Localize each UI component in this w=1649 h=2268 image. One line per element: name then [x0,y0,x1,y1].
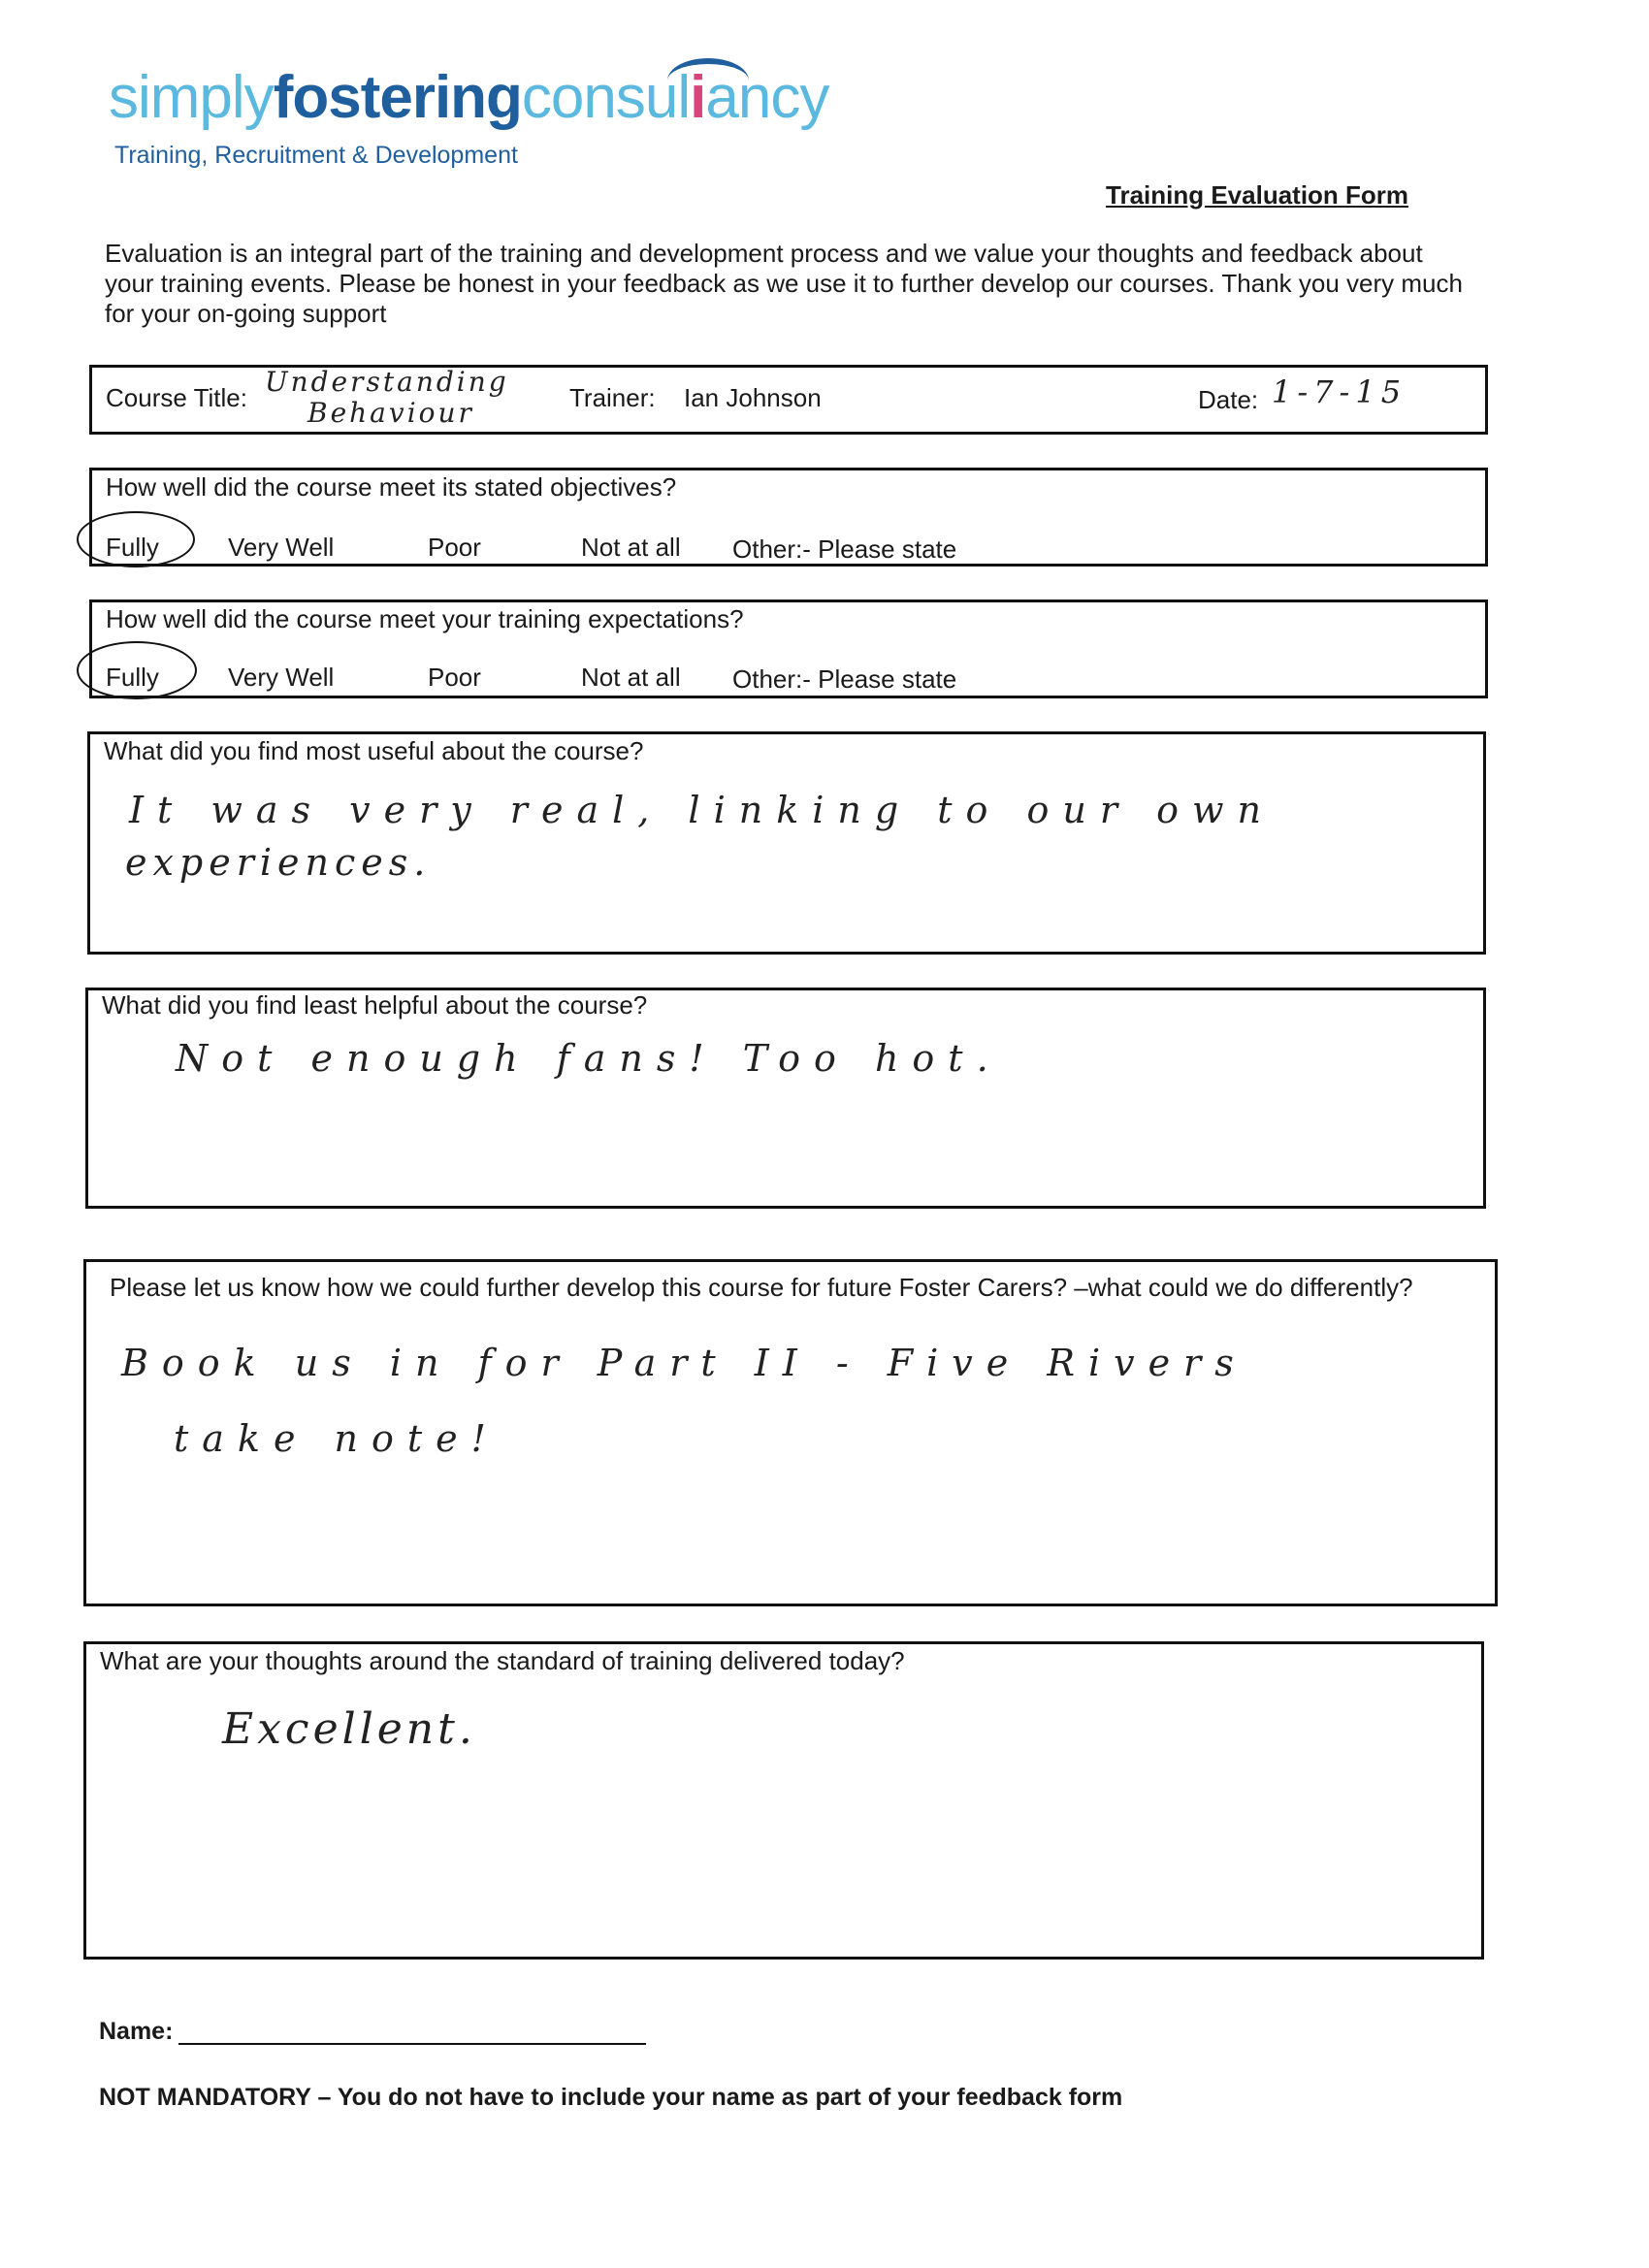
expectations-option-other[interactable]: Other:- Please state [732,664,957,694]
logo-fostering-text: fostering [273,64,522,131]
name-input-line[interactable] [178,2043,646,2045]
form-title: Training Evaluation Form [1106,180,1409,210]
develop-box [83,1259,1498,1606]
logo-figure-i: i [690,64,706,131]
most-useful-answer-line2[interactable]: experiences. [125,841,432,884]
most-useful-answer-line1[interactable]: It was very real, linking to our own [129,789,1275,831]
date-value: 1-7-15 [1272,373,1407,410]
course-title-value-line2: Behaviour [307,397,474,429]
course-title-value-line1: Understanding [265,366,509,398]
expectations-selection-circle [77,641,197,699]
trainer-value: Ian Johnson [684,383,822,412]
expectations-question: How well did the course meet your training expectations? [106,604,744,633]
objectives-option-other[interactable]: Other:- Please state [732,535,957,564]
intro-paragraph: Evaluation is an integral part of the training and development process and we value your thoughts and feedback about your training events. Please be honest in your feedback as we use it to further develop our courses. Thank you very much for your on-going support [105,239,1463,328]
standard-question: What are your thoughts around the standard of training delivered today? [100,1646,905,1675]
logo-tagline: Training, Recruitment & Development [114,142,518,169]
objectives-question: How well did the course meet its stated objectives? [106,472,677,502]
expectations-option-fully[interactable]: Fully [106,663,159,692]
standard-answer-line1[interactable]: Excellent. [222,1704,476,1754]
expectations-box [89,599,1488,698]
logo-ancy-text: ancy [705,64,829,131]
course-title-label: Course Title: [106,383,247,412]
expectations-option-very-well[interactable]: Very Well [228,663,335,692]
least-helpful-answer-line1[interactable]: Not enough fans! Too hot. [176,1037,1002,1080]
name-label: Name: [99,2018,174,2045]
footer-note: NOT MANDATORY – You do not have to include your name as part of your feedback form [99,2084,1123,2111]
expectations-option-not-at-all[interactable]: Not at all [581,663,681,692]
objectives-box [89,468,1488,567]
logo-arc-icon [667,58,749,103]
least-helpful-box [85,988,1486,1209]
trainer-label: Trainer: [569,383,656,412]
logo-simply-text: simply [109,64,274,131]
course-info-box [89,365,1488,435]
develop-question: Please let us know how we could further develop this course for future Foster Carers? –what could we do differently? [110,1273,1413,1302]
expectations-option-poor[interactable]: Poor [428,663,481,692]
develop-answer-line2[interactable]: take note! [174,1417,500,1460]
objectives-selection-circle [77,511,195,567]
develop-answer-line1[interactable]: Book us in for Part II - Five Rivers [121,1342,1247,1384]
logo-consul-text: consul [521,64,691,131]
standard-box [83,1641,1484,1960]
objectives-option-not-at-all[interactable]: Not at all [581,533,681,562]
objectives-option-poor[interactable]: Poor [428,533,481,562]
most-useful-box [87,731,1486,955]
objectives-option-very-well[interactable]: Very Well [228,533,335,562]
most-useful-question: What did you find most useful about the course? [104,736,644,765]
date-label: Date: [1198,385,1259,414]
least-helpful-question: What did you find least helpful about the course? [102,990,648,1020]
objectives-option-fully[interactable]: Fully [106,533,159,562]
